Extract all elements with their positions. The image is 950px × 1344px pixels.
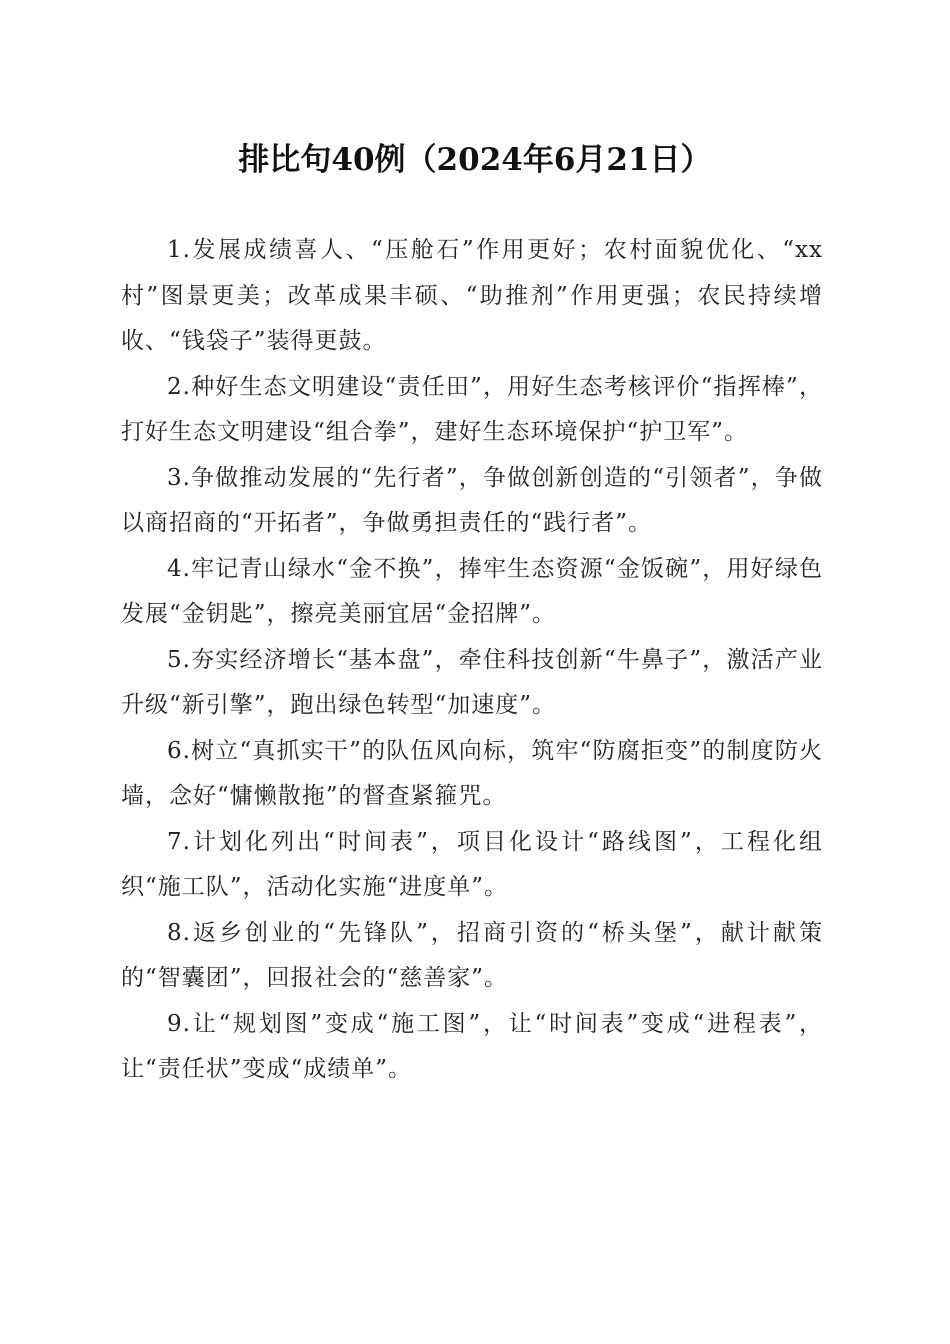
paragraph-4: 4.牢记青山绿水“金不换”，捧牢生态资源“金饭碗”，用好绿色发展“金钥匙”，擦亮美丽宜居“金招牌”。: [121, 555, 823, 627]
document-body: [121, 228, 823, 1093]
paragraph-6: 6.树立“真抓实干”的队伍风向标，筑牢“防腐拒变”的制度防火墙，念好“慵懒散拖”的督查紧箍咒。: [121, 737, 823, 809]
paragraph-7: 7.计划化列出“时间表”，项目化设计“路线图”，工程化组织“施工队”，活动化实施“进度单”。: [121, 828, 823, 900]
paragraph-8: 8.返乡创业的“先锋队”，招商引资的“桥头堡”，献计献策的“智囊团”，回报社会的“慈善家”。: [121, 919, 823, 991]
paragraph-9: 9.让“规划图”变成“施工图”，让“时间表”变成“进程表”，让“责任状”变成“成绩单”。: [121, 1010, 823, 1082]
paragraph-1: 1.发展成绩喜人、“压舱石”作用更好；农村面貌优化、“xx村”图景更美；改革成果丰硕、“助推剂”作用更强；农民持续增收、“钱袋子”装得更鼓。: [121, 237, 823, 354]
document-title: 排比句40例（2024年6月21日）: [238, 142, 712, 178]
paragraph-3: 3.争做推动发展的“先行者”，争做创新创造的“引领者”，争做以商招商的“开拓者”，争做勇担责任的“践行者”。: [121, 464, 823, 536]
paragraph-2: 2.种好生态文明建设“责任田”，用好生态考核评价“指挥棒”，打好生态文明建设“组合拳”，建好生态环境保护“护卫军”。: [121, 373, 823, 445]
paragraph-5: 5.夯实经济增长“基本盘”，牵住科技创新“牛鼻子”，激活产业升级“新引擎”，跑出绿色转型“加速度”。: [121, 646, 823, 718]
